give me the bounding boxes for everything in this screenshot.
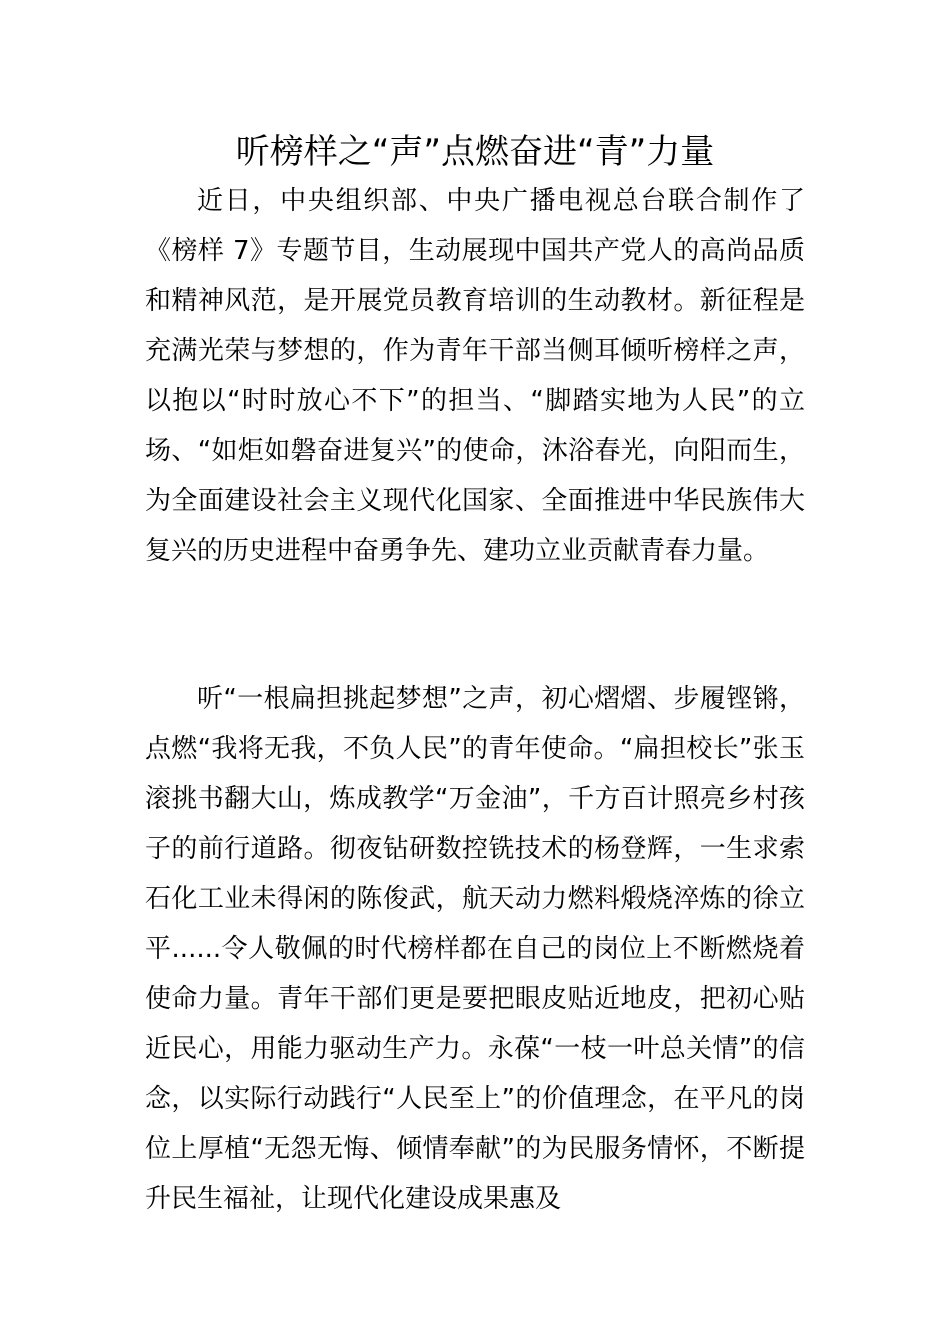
paragraph-2: 听“一根扁担挑起梦想”之声，初心熠熠、步履铿锵，点燃“我将无我，不负人民”的青年使命。“扁担校长”张玉滚挑书翻大山，炼成教学“万金油”，千方百计照亮乡村孩子的前行道路。彻夜钻研数控铣技术的杨登辉，一生求索石化工业未得闲的陈俊武，航天动力燃料煅烧淬炼的徐立平......令人敬佩的时代榜样都在自己的岗位上不断燃烧着使命力量。青年干部们更是要把眼皮贴近地皮，把初心贴近民心，用能力驱动生产力。永葆“一枝一叶总关情”的信念，以实际行动践行“人民至上”的价值理念，在平凡的岗位上厚植“无怨无悔、倾情奉献”的为民服务情怀，不断提升民生福祉，让现代化建设成果惠及 xyxy=(145,684,805,1214)
paragraph-1: 近日，中央组织部、中央广播电视总台联合制作了《榜样 7》专题节目，生动展现中国共产党人的高尚品质和精神风范，是开展党员教育培训的生动教材。新征程是充满光荣与梦想的，作为青年干部当侧耳倾听榜样之声，以抱以“时时放心不下”的担当、“脚踏实地为人民”的立场、“如炬如磐奋进复兴”的使命，沐浴春光，向阳而生，为全面建设社会主义现代化国家、全面推进中华民族伟大复兴的历史进程中奋勇争先、建功立业贡献青春力量。 xyxy=(145,186,805,566)
document-title: 听榜样之“声”点燃奋进“青”力量 xyxy=(235,132,715,172)
